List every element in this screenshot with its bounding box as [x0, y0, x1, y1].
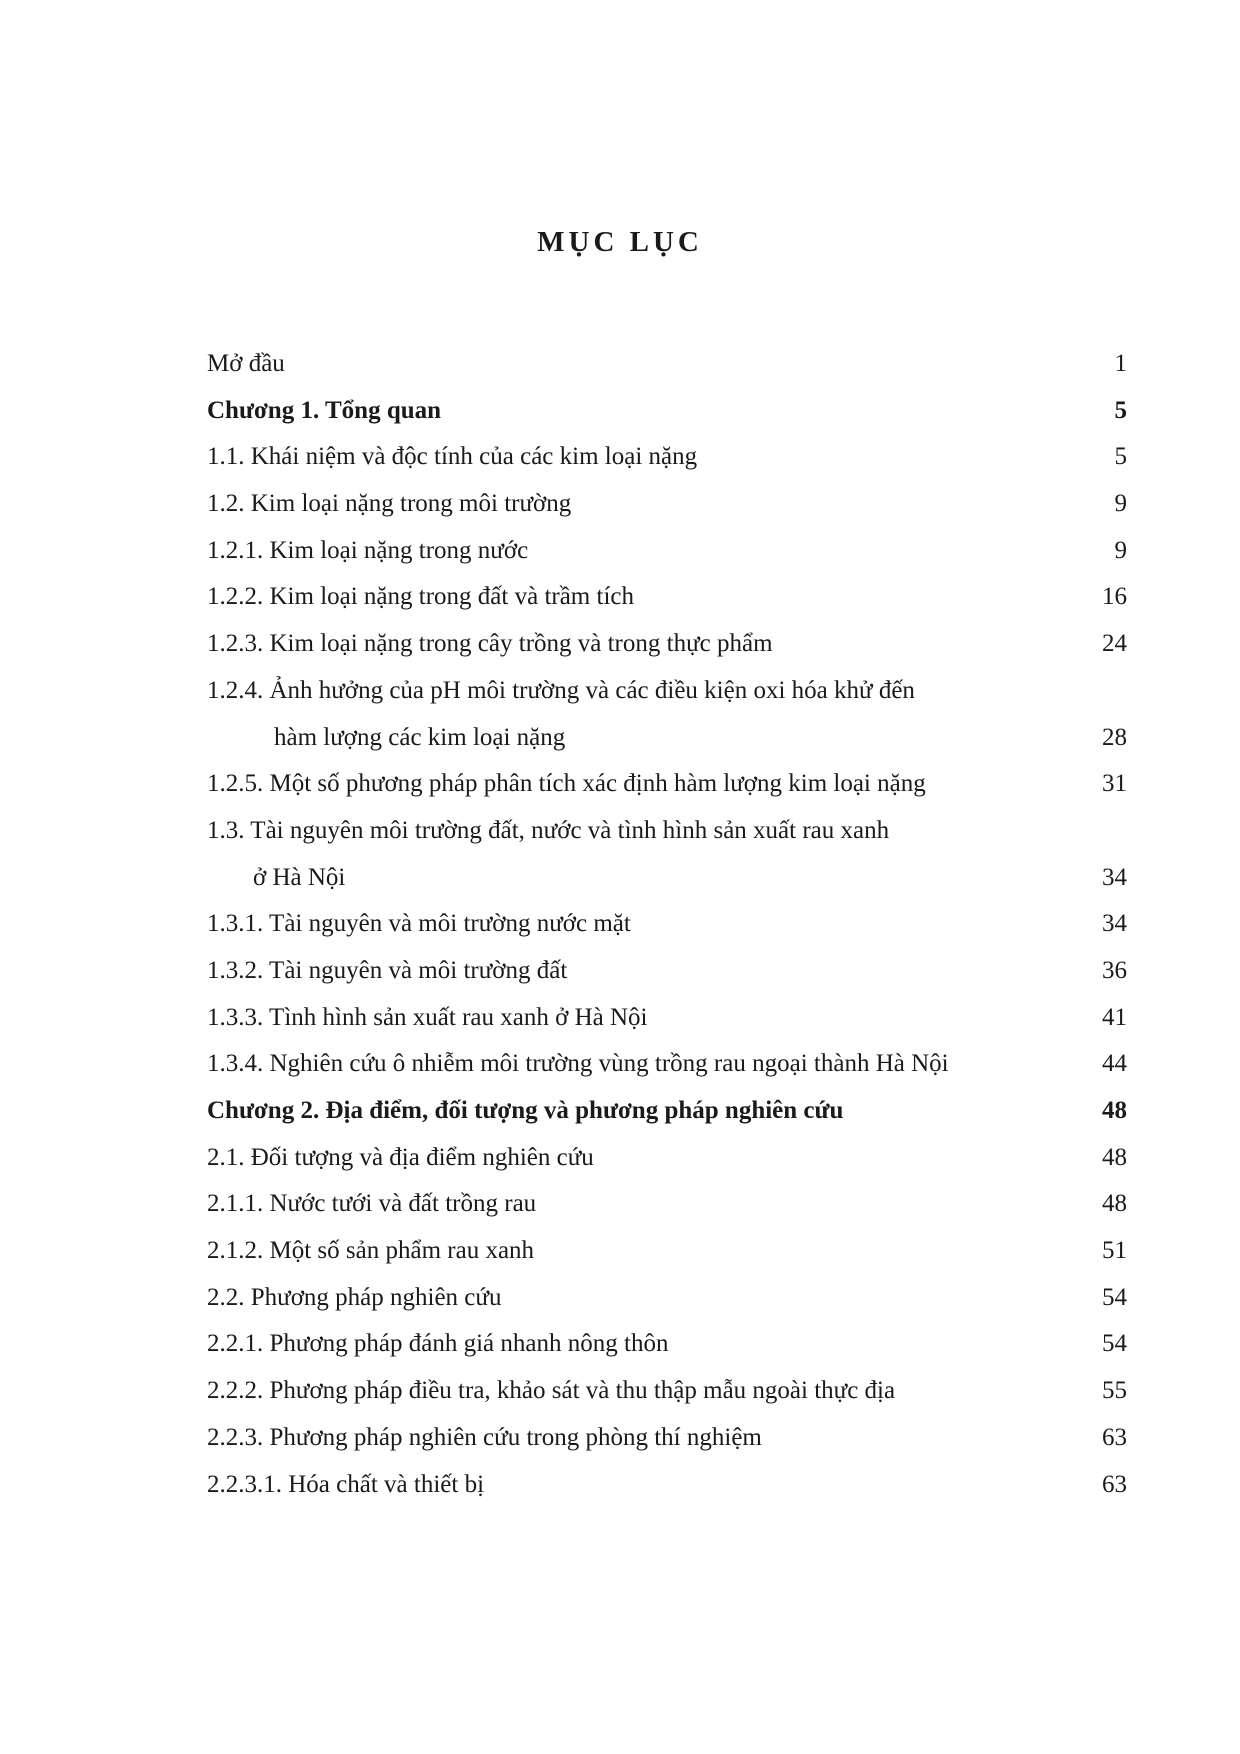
toc-entry-title: 1.2.3. Kim loại nặng trong cây trồng và trong thực phẩm — [207, 630, 773, 658]
toc-page-number: 48 — [1102, 1143, 1127, 1171]
toc-entry-title: 2.2. Phương pháp nghiên cứu — [207, 1283, 502, 1311]
toc-row[interactable] — [207, 901, 1127, 948]
page-title: MỤC LỤC — [537, 226, 703, 258]
toc-entry-title: 2.1. Đối tượng và địa điểm nghiên cứu — [207, 1143, 594, 1171]
toc-row[interactable] — [207, 1462, 1127, 1509]
toc-entry-title: Chương 1. Tổng quan — [207, 396, 442, 424]
toc-entry-title: 1.2. Kim loại nặng trong môi trường — [207, 490, 572, 518]
toc-page-number: 31 — [1102, 770, 1127, 798]
toc-page-number: 48 — [1102, 1097, 1127, 1124]
toc-page-number: 9 — [1114, 536, 1127, 564]
toc-entry-title: 1.2.1. Kim loại nặng trong nước — [207, 536, 529, 564]
toc-row[interactable] — [207, 481, 1127, 528]
toc-entry-title: 2.2.2. Phương pháp điều tra, khảo sát và thu thập mẫu ngoài thực địa — [207, 1377, 896, 1405]
toc-page-number: 36 — [1102, 956, 1127, 984]
toc-entry-title: 2.2.3.1. Hóa chất và thiết bị — [207, 1470, 485, 1498]
toc-page-number: 51 — [1102, 1237, 1127, 1265]
toc-row[interactable] — [207, 341, 1127, 388]
toc-row[interactable] — [207, 1321, 1127, 1368]
toc-entry-title: 1.2.5. Một số phương pháp phân tích xác định hàm lượng kim loại nặng — [207, 770, 926, 798]
toc-row[interactable] — [207, 1228, 1127, 1275]
toc-page-number: 48 — [1102, 1190, 1127, 1218]
toc-chapter-row[interactable] — [207, 388, 1127, 435]
toc-page-number: 34 — [1102, 910, 1127, 938]
toc-page-number: 9 — [1114, 490, 1127, 518]
toc-entry-title: 1.3.4. Nghiên cứu ô nhiễm môi trường vùng trồng rau ngoại thành Hà Nội — [207, 1050, 949, 1078]
toc-row[interactable] — [207, 1135, 1127, 1182]
toc-row[interactable] — [207, 948, 1127, 995]
toc-row[interactable] — [207, 1368, 1127, 1415]
toc-page-number: 55 — [1102, 1377, 1127, 1405]
toc-page-number: 41 — [1102, 1003, 1127, 1031]
toc-entry-title: 1.3. Tài nguyên môi trường đất, nước và tình hình sản xuất rau xanh — [207, 816, 890, 844]
toc-row[interactable] — [207, 855, 1127, 902]
toc-page-number: 24 — [1102, 630, 1127, 658]
toc-row[interactable] — [207, 995, 1127, 1042]
toc-row[interactable] — [207, 761, 1127, 808]
toc-row[interactable] — [207, 668, 1127, 715]
toc-entry-title: 2.1.1. Nước tưới và đất trồng rau — [207, 1190, 537, 1218]
toc-page-number: 54 — [1102, 1330, 1127, 1358]
toc-row[interactable] — [207, 1415, 1127, 1462]
toc-entry-title: 1.1. Khái niệm và độc tính của các kim loại nặng — [207, 443, 698, 471]
toc-entry-title: 2.1.2. Một số sản phẩm rau xanh — [207, 1237, 535, 1265]
toc-entry-title: ở Hà Nội — [253, 863, 346, 891]
toc-row[interactable] — [207, 715, 1127, 762]
toc-row[interactable] — [207, 1181, 1127, 1228]
toc-entry-title: 1.3.2. Tài nguyên và môi trường đất — [207, 956, 568, 984]
toc-row[interactable] — [207, 1275, 1127, 1322]
toc-entry-title: 1.2.2. Kim loại nặng trong đất và trầm tích — [207, 583, 634, 611]
toc-page-number: 16 — [1102, 583, 1127, 611]
toc-row[interactable] — [207, 434, 1127, 481]
toc-row[interactable] — [207, 621, 1127, 668]
toc-entry-title: 2.2.3. Phương pháp nghiên cứu trong phòng thí nghiệm — [207, 1423, 762, 1451]
toc-entry-title: Chương 2. Địa điểm, đối tượng và phương pháp nghiên cứu — [207, 1097, 844, 1124]
toc-row[interactable] — [207, 1041, 1127, 1088]
toc-row[interactable] — [207, 808, 1127, 855]
toc-page-number: 5 — [1114, 443, 1127, 471]
toc-page-number: 63 — [1102, 1423, 1127, 1451]
toc-page-number: 54 — [1102, 1283, 1127, 1311]
toc-page-number: 63 — [1102, 1470, 1127, 1498]
toc-page-number: 34 — [1102, 863, 1127, 891]
toc-page-number: 44 — [1102, 1050, 1127, 1078]
toc-entry-title: 1.3.3. Tình hình sản xuất rau xanh ở Hà Nội — [207, 1003, 648, 1031]
toc-entry-title: Mở đầu — [207, 350, 285, 377]
toc-row[interactable] — [207, 574, 1127, 621]
toc-page-number: 28 — [1102, 723, 1127, 751]
toc-chapter-row[interactable] — [207, 1088, 1127, 1135]
toc-entry-title: hàm lượng các kim loại nặng — [274, 723, 566, 751]
toc-entry-title: 1.2.4. Ảnh hưởng của pH môi trường và các điều kiện oxi hóa khử đến — [207, 676, 915, 704]
toc-entry-title: 1.3.1. Tài nguyên và môi trường nước mặt — [207, 910, 631, 938]
toc-page-number: 1 — [1114, 350, 1127, 377]
toc-entry-title: 2.2.1. Phương pháp đánh giá nhanh nông thôn — [207, 1330, 669, 1358]
toc-page-number: 5 — [1114, 396, 1127, 424]
table-of-contents — [207, 341, 1127, 1508]
toc-row[interactable] — [207, 528, 1127, 575]
